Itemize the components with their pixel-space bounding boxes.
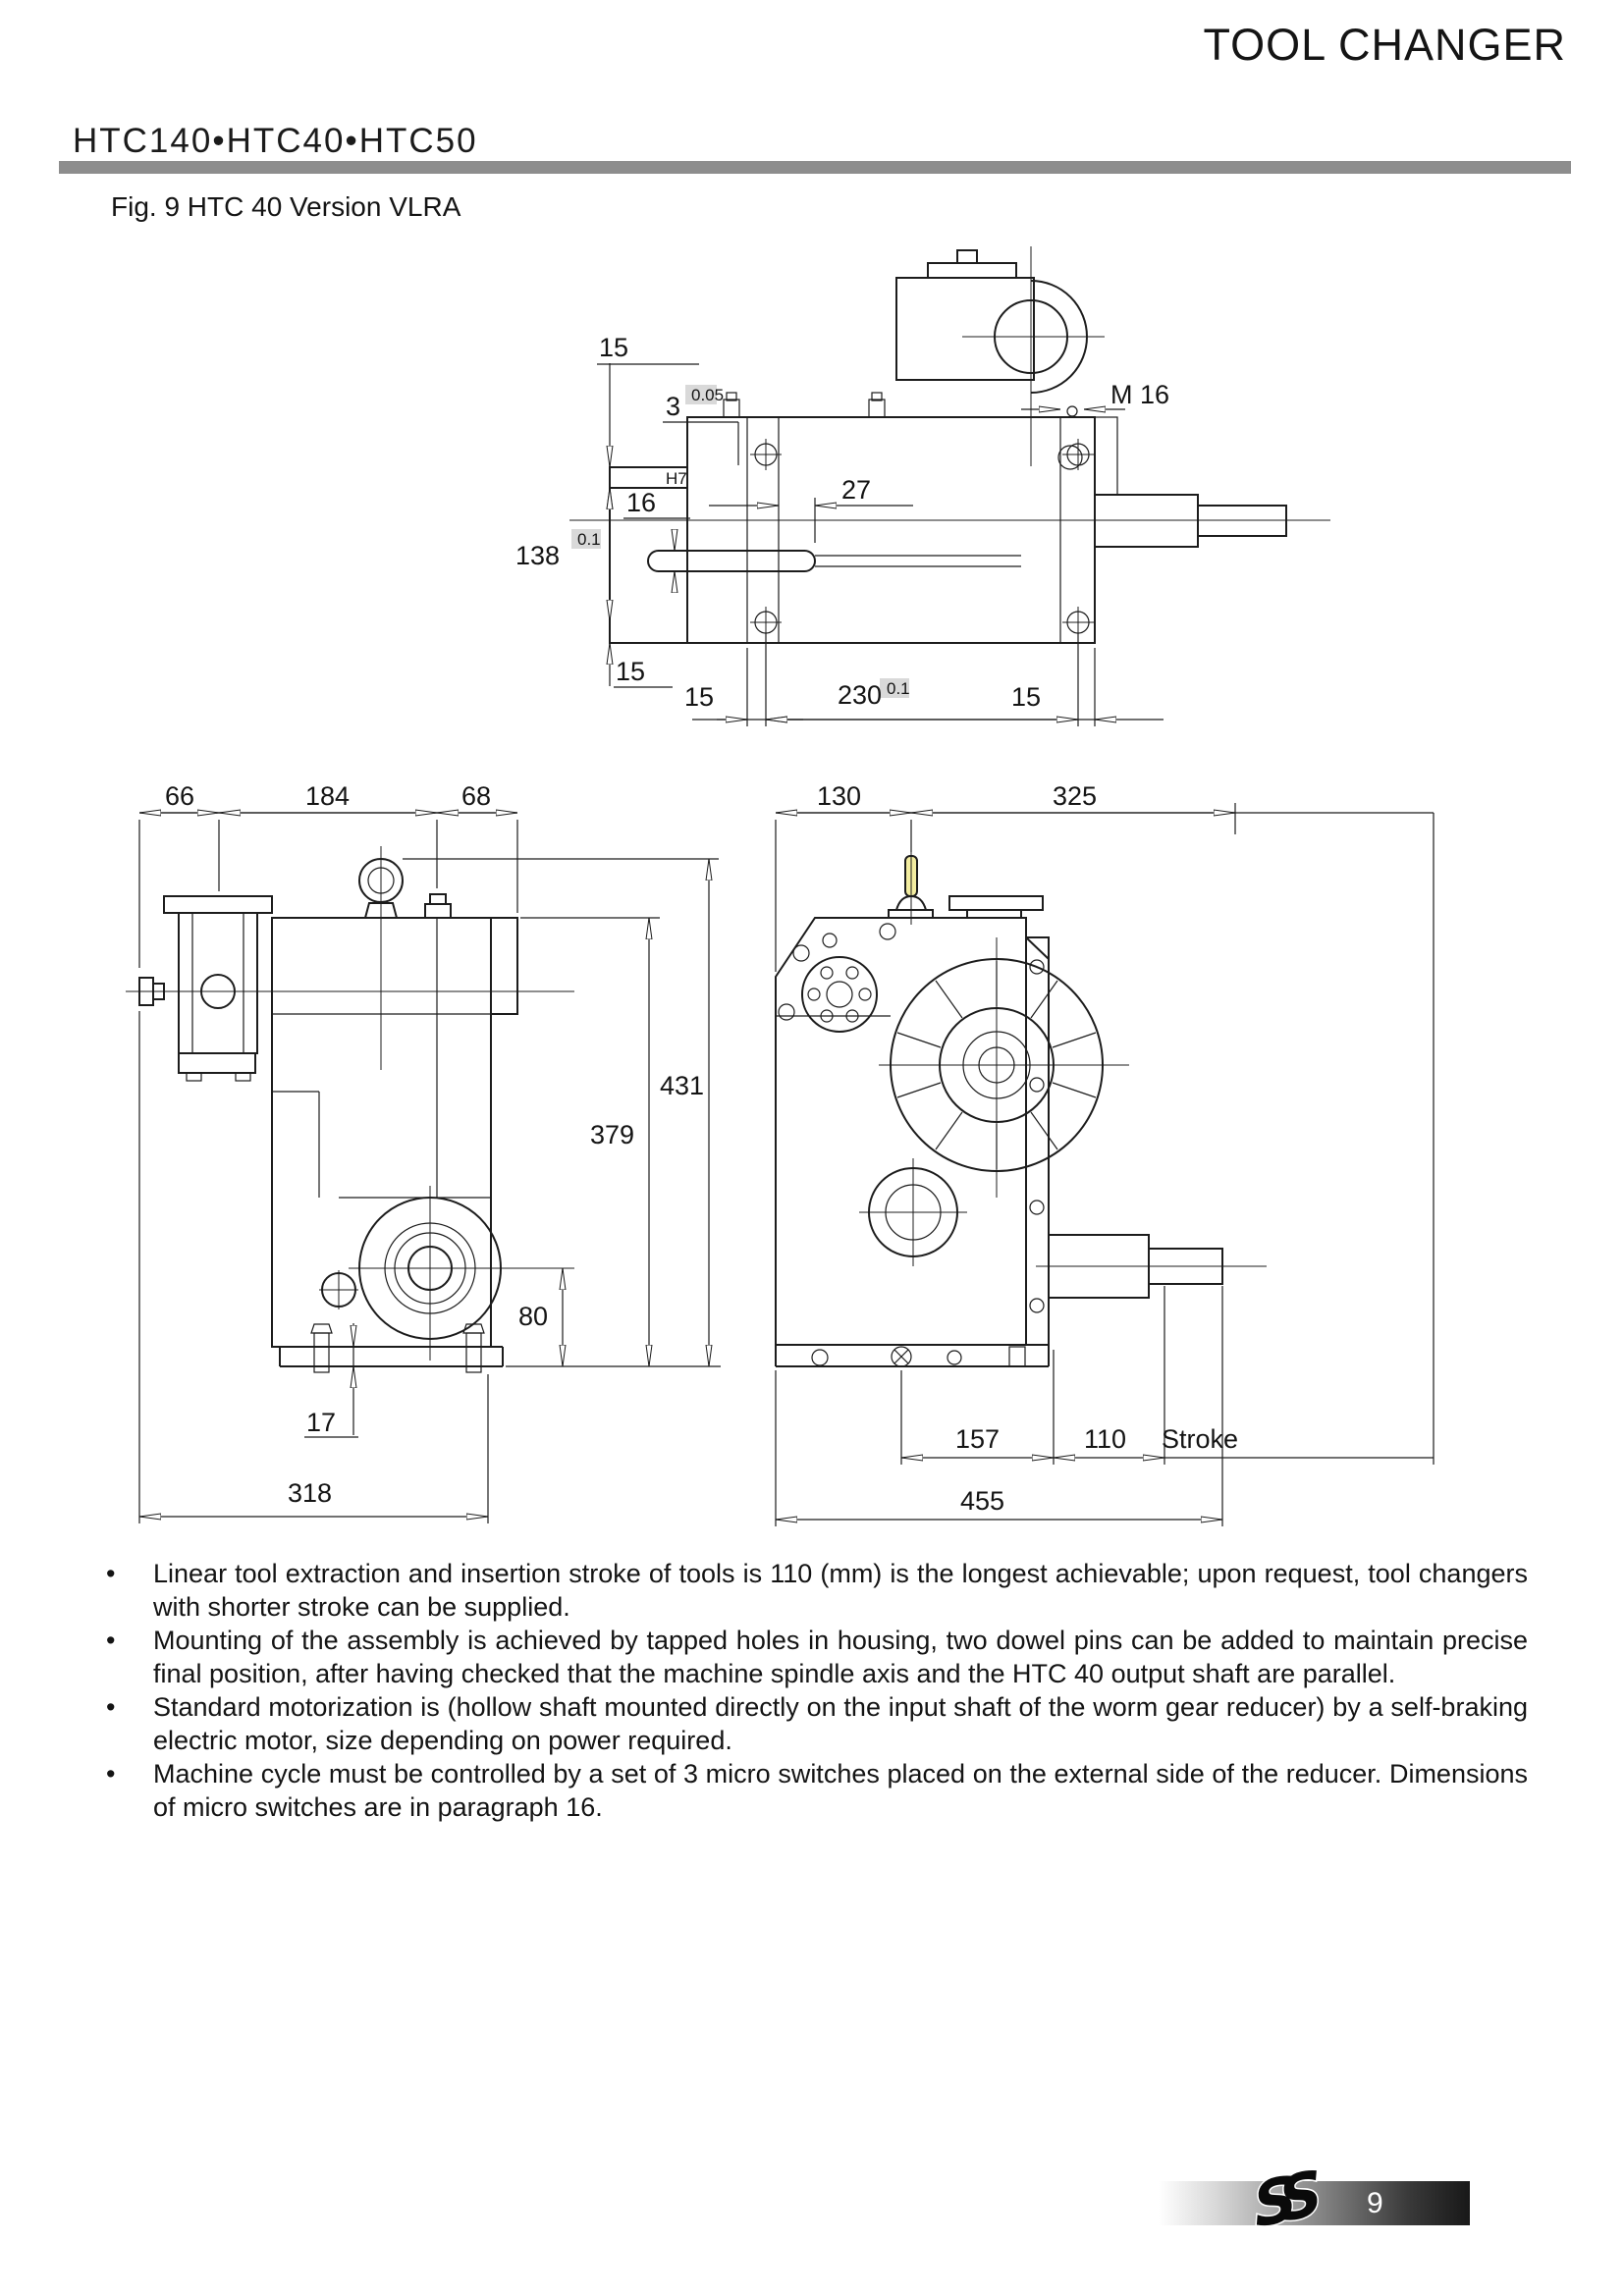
dim-455: 455: [960, 1486, 1005, 1516]
dim-325: 325: [1053, 781, 1098, 811]
dim-15-mid: 15: [616, 657, 646, 686]
dim-138: 138: [515, 541, 561, 570]
bullet-icon: •: [106, 1559, 116, 1588]
dim-138-tol: 0.1: [577, 530, 601, 549]
side-view-part: [776, 844, 1267, 1366]
side-view-dimensions: [776, 781, 1434, 1526]
page-title: TOOL CHANGER: [1203, 20, 1566, 70]
front-view-dimensions: [139, 781, 721, 1523]
dim-68: 68: [461, 781, 492, 811]
dim-27: 27: [841, 475, 872, 505]
drawing-top-view: [491, 240, 1345, 736]
dim-230: 230: [838, 680, 883, 710]
dim-16-fit: H7: [666, 469, 687, 488]
motor-plan: [896, 246, 1105, 466]
dim-3: 3: [666, 392, 681, 421]
front-view-part: [126, 846, 574, 1372]
header-rule: [59, 161, 1571, 174]
dim-110: 110: [1084, 1424, 1127, 1454]
dim-15-bottom-left: 15: [684, 682, 715, 712]
motor-front: [139, 896, 272, 1081]
bullet-icon: •: [106, 1692, 116, 1722]
drawing-side-view: [756, 775, 1453, 1541]
brand-logo-icon: [1247, 2156, 1363, 2243]
input-flange: [802, 957, 877, 1032]
dim-m16: M 16: [1110, 380, 1170, 409]
top-view-part: [569, 246, 1330, 643]
note-text: Mounting of the assembly is achieved by tapped holes in housing, two dowel pins can be added to maintain precise final position, after having checked that the machine spindle axis and the HTC 40 output shaft are parallel.: [153, 1626, 1528, 1688]
side-bracket: [1095, 417, 1117, 495]
models-header: HTC140•HTC40•HTC50: [73, 122, 478, 160]
dim-stroke: Stroke: [1162, 1424, 1239, 1454]
dim-379: 379: [590, 1120, 635, 1149]
toggle-switch: [889, 844, 933, 925]
dim-3-tol: 0.05: [691, 386, 725, 404]
worm-wheel-housing: [879, 937, 1129, 1198]
dim-15-top: 15: [599, 333, 629, 362]
dim-157: 157: [955, 1424, 1001, 1454]
note-item: [98, 1624, 1528, 1690]
output-shaft-side: [1036, 1235, 1267, 1298]
note-text: Machine cycle must be controlled by a set of 3 micro switches placed on the external side of the reducer. Dimensions of micro switches are in paragraph 16.: [153, 1759, 1528, 1822]
dim-230-tol: 0.1: [887, 679, 910, 698]
worm-shaft-boss: [859, 1158, 967, 1266]
page-number: 9: [1367, 2187, 1383, 2219]
brand-logo-text: SS: [1250, 2159, 1311, 2243]
bullet-icon: •: [106, 1626, 116, 1655]
dim-184: 184: [305, 781, 351, 811]
top-bolts: [724, 393, 885, 417]
dim-66: 66: [165, 781, 195, 811]
keyway-slot: [648, 551, 815, 571]
dim-16: 16: [626, 488, 657, 517]
notes-list: [98, 1557, 1528, 1824]
base-side: [776, 1345, 1049, 1366]
dim-17: 17: [306, 1408, 337, 1437]
top-view-dimensions: [515, 333, 1169, 726]
breather-cap: [425, 894, 451, 918]
bullet-icon: •: [106, 1759, 116, 1789]
note-text: Linear tool extraction and insertion stroke of tools is 110 (mm) is the longest achievable; upon request, tool changers with shorter stroke can be supplied.: [153, 1559, 1528, 1622]
housing-side: [776, 918, 1026, 1345]
drawing-front-view: [118, 775, 727, 1541]
top-flange-side: [949, 896, 1043, 918]
dim-15-bottom-right: 15: [1011, 682, 1042, 712]
note-text: Standard motorization is (hollow shaft mounted directly on the input shaft of the worm gear reducer) by a self-braking electric motor, size depending on power required.: [153, 1692, 1528, 1755]
bolt-holes: [750, 439, 1094, 638]
output-boss-front: [319, 1186, 574, 1361]
dim-431: 431: [660, 1071, 705, 1100]
base-front: [280, 1324, 503, 1372]
note-item: [98, 1557, 1528, 1624]
figure-caption: Fig. 9 HTC 40 Version VLRA: [111, 191, 461, 222]
dim-318: 318: [288, 1478, 333, 1508]
note-item: [98, 1690, 1528, 1757]
dim-130: 130: [817, 781, 862, 811]
note-item: [98, 1757, 1528, 1824]
housing-front: [272, 918, 517, 1347]
dim-80: 80: [518, 1302, 549, 1331]
